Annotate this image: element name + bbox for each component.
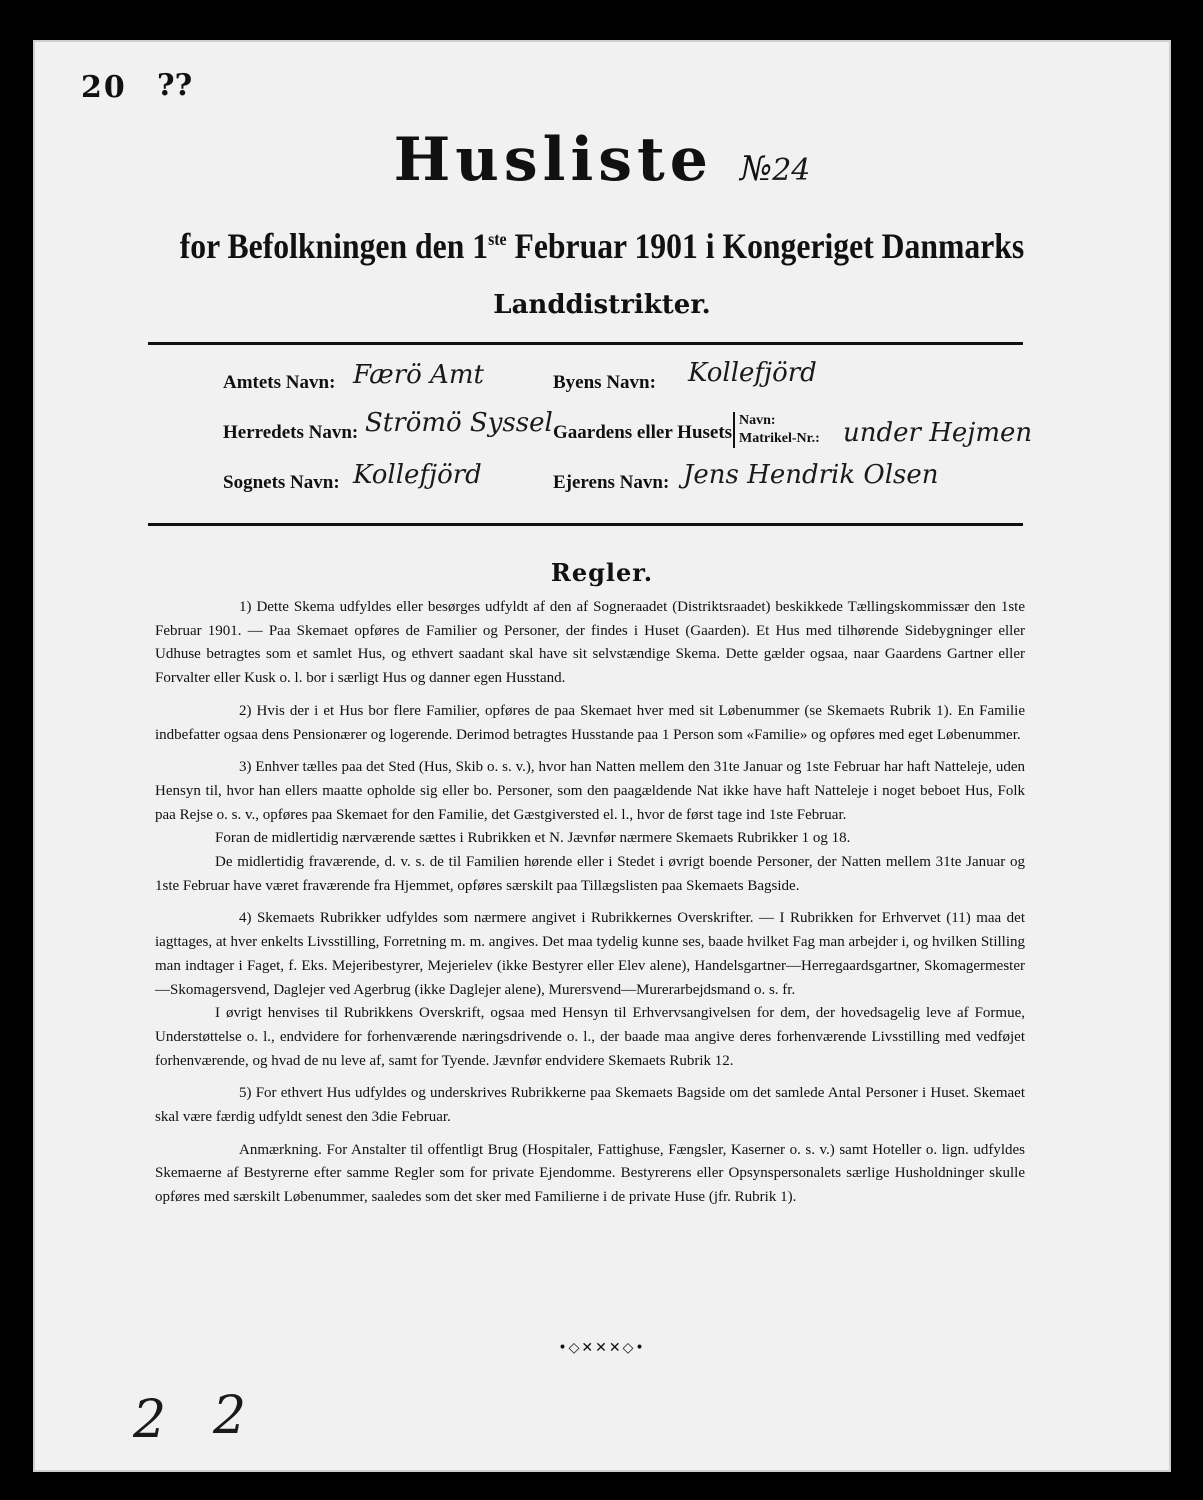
matrikel-value: under Hejmen: [843, 418, 1033, 448]
census-form-page: [33, 40, 1171, 1472]
rule-4: 4) Skemaets Rubrikker udfyldes som nærmere angivet i Rubrikkernes Overskrifter. — I Rubrikken for Erhvervet (11) maa det iagttages, at hver enkelts Livsstilling, Forretning m. m. angives. Det maa tydelig kunne ses, baade hvilket Fag man arbejder i, og hvilken Stilling man indtager i Faget, f. Eks. Mejeribestyrer, Mejerielev (ikke Bestyrer eller Elev alene), Handelsgartner—Herregaardsgartner, Skomagermester—Skomagersvend, Daglejer ved Agerbrug (ikke Daglejer alene), Murersvend—Murerarbejdsmand o. s. fr.: [155, 910, 1025, 998]
handwritten-digit-a: 2: [133, 1390, 167, 1450]
ornament-divider: •◇✕✕✕◇•: [558, 1340, 646, 1356]
ejer-label: Ejerens Navn:: [553, 472, 670, 493]
form-number-label: №: [740, 149, 773, 189]
subtitle-part-a: for Befolkningen den 1: [179, 226, 489, 266]
navn-label: Navn:: [739, 413, 776, 428]
amt-label: Amtets Navn:: [223, 372, 336, 393]
page-number-secondary: ??: [157, 68, 193, 103]
form-district: Landdistrikter.: [493, 290, 711, 320]
page-number: 20: [81, 70, 127, 105]
matrikel-label: Matrikel-Nr.:: [739, 431, 820, 446]
form-number-value: 24: [772, 153, 811, 188]
rule-1: 1) Dette Skema udfyldes eller besørges udfyldt af den af Sogneraadet (Distriktsraadet) beskikkede Tællingskommissær den 1ste Februar 1901. — Paa Skemaet opføres de Familier og Personer, der findes i Huset (Gaarden). Et Hus med tilhørende Sidebygninger eller Udhuse betragtes som et samlet Hus, og ethvert saadant skal have sit selvstændige Skema. Dette gælder ogsaa, naar Gaardens Gartner eller Forvalter eller Kusk o. l. bor i særligt Hus og danner egen Husstand.: [155, 599, 1025, 687]
rule-3-note-b: De midlertidig fraværende, d. v. s. de til Familien hørende eller i Stedet i øvrigt boende Personer, der Natten mellem 31te Januar og 1ste Februar have været fraværende fra Hjemmet, opføres særskilt paa Tillægslisten paa Skemaets Bagside.: [155, 854, 1025, 894]
note-anmaerkning: Anmærkning. For Anstalter til offentligt Brug (Hospitaler, Fattighuse, Fængsler, Kaserner o. s. v.) samt Hoteller o. lign. udfyldes Skemaerne af Bestyrerne efter samme Regler som for private Ejendomme. Bestyrerens eller Opsynspersonalets særlige Husholdninger skulle opføres med særskilt Løbenummer, saaledes som det sker med Familierne i de private Huse (jfr. Rubrik 1).: [155, 1141, 1025, 1206]
top-divider: [148, 342, 1023, 345]
rules-heading: Regler.: [550, 558, 654, 587]
rules-body: [155, 596, 1025, 1219]
byens-value: Kollefjörd: [688, 358, 817, 388]
rule-4-note: I øvrigt henvises til Rubrikkens Overskrift, ogsaa med Hensyn til Erhvervsangivelsen for dem, der hovedsagelig leve af Formue, Understøttelse o. l., endvidere for forhenværende næringsdrivende o. l., der baade maa angive deres forhenværende Livsstilling med vedføjet forhenværende, og hvad de nu leve af, samt for Tyende. Jævnfør endvidere Skemaets Rubrik 12.: [155, 1005, 1025, 1069]
handwritten-digit-b: 2: [213, 1386, 247, 1446]
rule-5: 5) For ethvert Hus udfyldes og underskrives Rubrikkerne paa Skemaets Bagside om det samlede Antal Personer i Huset. Skemaet skal være færdig udfyldt senest den 3die Februar.: [155, 1085, 1025, 1126]
amt-value: Færö Amt: [353, 360, 484, 390]
bottom-divider: [148, 523, 1023, 526]
form-title: Husliste: [393, 125, 713, 195]
rule-2: 2) Hvis der i et Hus bor flere Familier, opføres de paa Skemaet hver med sit Løbenummer (se Skemaets Rubrik 1). En Familie indbefatter ogsaa dens Pensionærer og logerende. Derimod betragtes Husstande paa 1 Person som «Familie» og opføres med eget Løbenummer.: [155, 702, 1025, 743]
title-block: [33, 125, 1171, 195]
herred-value: Strömö Syssel: [365, 408, 553, 438]
ejer-value: Jens Hendrik Olsen: [683, 460, 939, 490]
rule-3-note-a: Foran de midlertidig nærværende sættes i Rubrikken et N. Jævnfør nærmere Skemaets Rubrikker 1 og 18.: [215, 830, 851, 847]
rule-3: 3) Enhver tælles paa det Sted (Hus, Skib o. s. v.), hvor han Natten mellem den 31te Januar og 1ste Februar har haft Natteleje, uden Hensyn til, hvor han ellers maatte opholde sig eller bo. Personer, som den paagældende Nat ikke have haft Natteleje i noget beboet Hus, Folk paa Rejse o. s. v., opføres paa Skemaet for den Familie, det Gæstgiversted el. l., hvor de først tage ind 1ste Februar.: [155, 759, 1025, 823]
subtitle-sup: ste: [488, 229, 507, 249]
subtitle-part-b: Februar 1901 i Kongeriget Danmarks: [506, 226, 1025, 266]
herred-label: Herredets Navn:: [223, 422, 359, 443]
form-subtitle: [101, 225, 1102, 267]
gaard-label: Gaardens eller Husets: [553, 422, 733, 443]
sogn-label: Sognets Navn:: [223, 472, 340, 493]
byens-label: Byens Navn:: [553, 372, 656, 393]
gaard-bracket: [733, 412, 820, 448]
sogn-value: Kollefjörd: [353, 460, 482, 490]
